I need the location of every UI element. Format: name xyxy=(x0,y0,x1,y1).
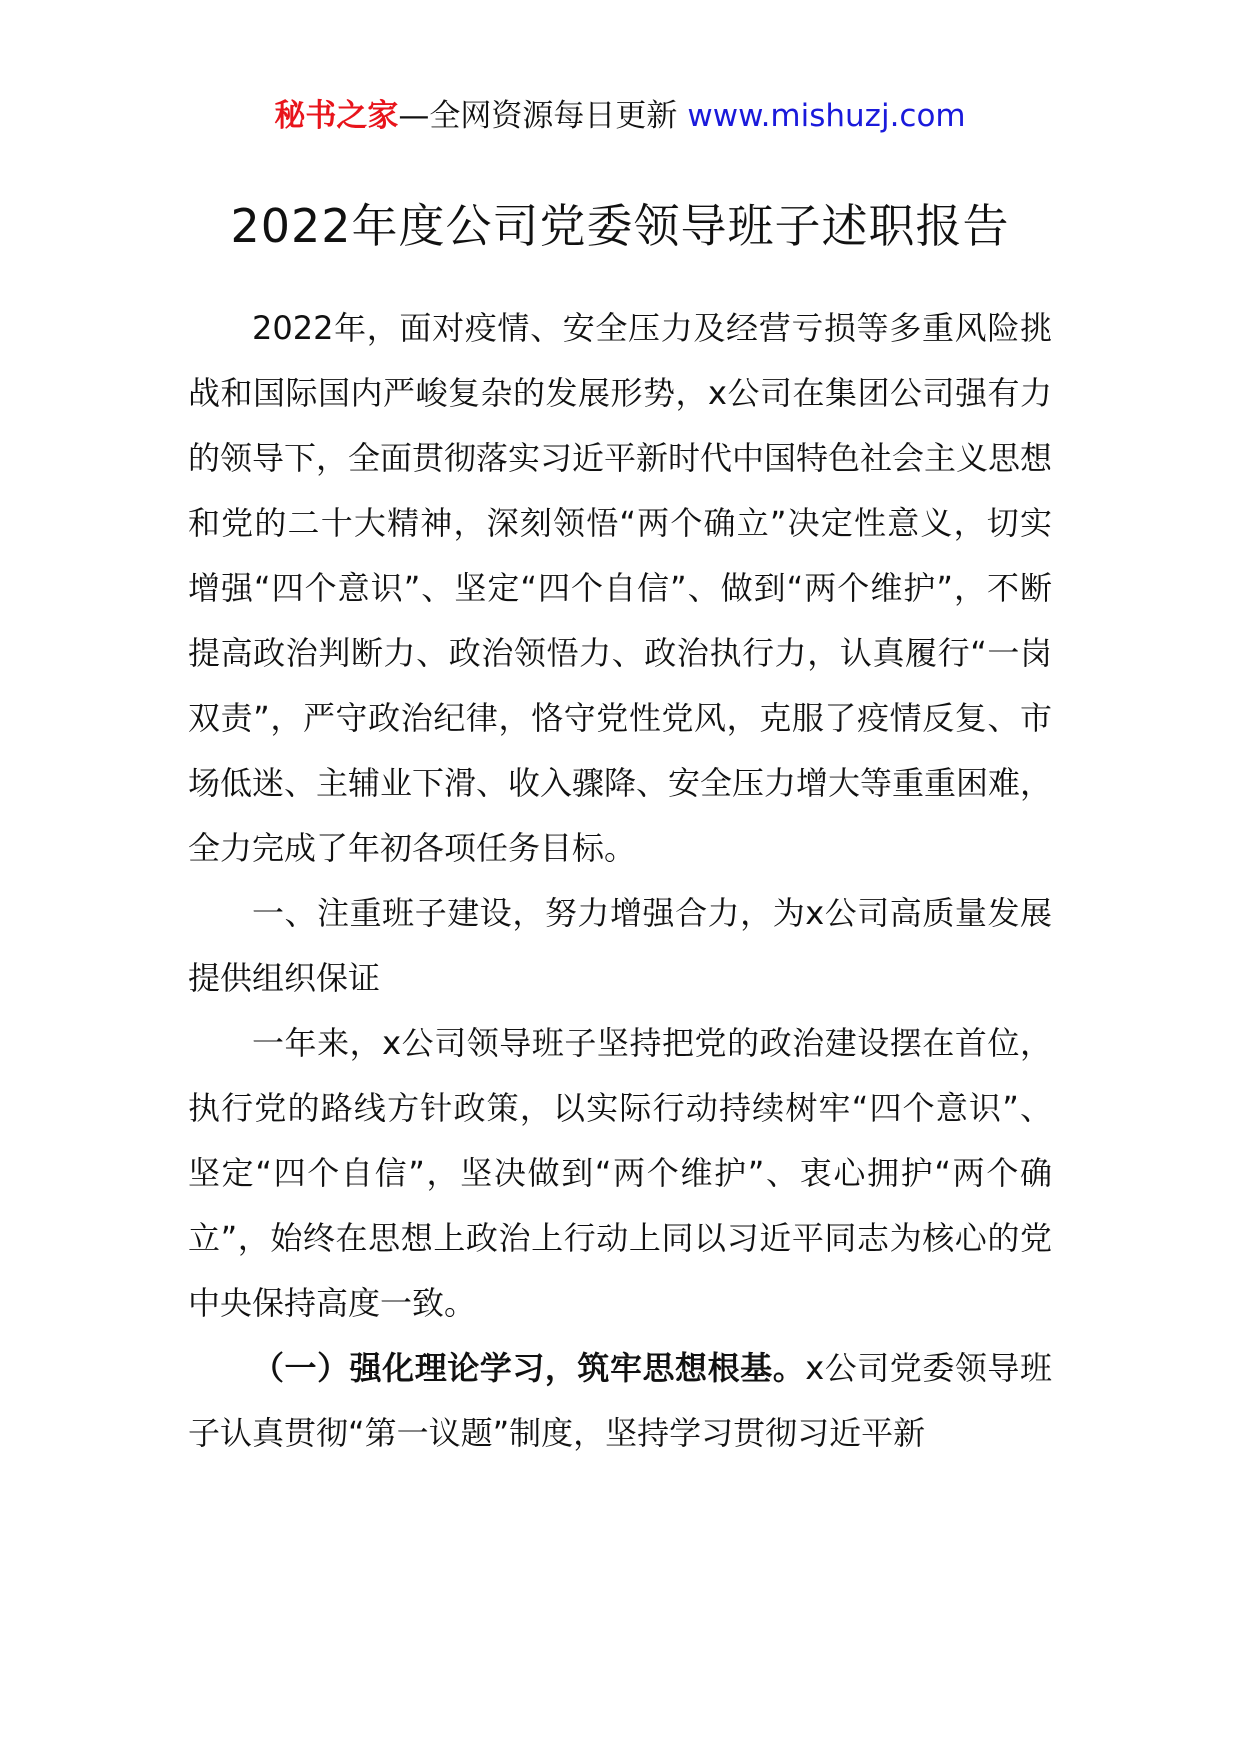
site-url-link[interactable]: www.mishuzj.com xyxy=(687,98,966,134)
subsection-1-text: x公司党委领导班子认真贯彻“第一议题”制度，坚持学习贯彻习近平新 xyxy=(188,1349,1052,1452)
site-header xyxy=(0,96,1240,136)
site-tagline: —全网资源每日更新 xyxy=(398,98,678,134)
paragraph-section-1: 一年来，x公司领导班子坚持把党的政治建设摆在首位，执行党的路线方针政策，以实际行动持续树牢“四个意识”、坚定“四个自信”，坚决做到“两个维护”、衷心拥护“两个确立”，始终在思想上政治上行动上同以习近平同志为核心的党中央保持高度一致。 xyxy=(188,1024,1052,1322)
section-heading-1: 一、注重班子建设，努力增强合力，为x公司高质量发展提供组织保证 xyxy=(188,894,1052,997)
paragraph-intro: 2022年，面对疫情、安全压力及经营亏损等多重风险挑战和国际国内严峻复杂的发展形势，x公司在集团公司强有力的领导下，全面贯彻落实习近平新时代中国特色社会主义思想和党的二十大精神，深刻领悟“两个确立”决定性意义，切实增强“四个意识”、坚定“四个自信”、做到“两个维护”，不断提高政治判断力、政治领悟力、政治执行力，认真履行“一岗双责”，严守政治纪律，恪守党性党风，克服了疫情反复、市场低迷、主辅业下滑、收入骤降、安全压力增大等重重困难，全力完成了年初各项任务目标。 xyxy=(188,309,1053,867)
site-brand: 秘书之家 xyxy=(274,98,399,134)
document-title: 2022年度公司党委领导班子述职报告 xyxy=(230,199,1010,253)
subsection-1-heading: （一）强化理论学习，筑牢思想根基。 xyxy=(252,1349,806,1387)
subsection-1 xyxy=(188,1336,1052,1466)
document-body xyxy=(188,296,1052,1466)
